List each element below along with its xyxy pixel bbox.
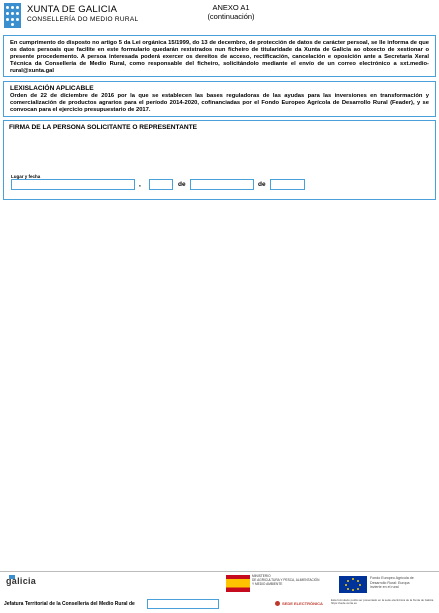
de-label-1: de <box>178 181 186 188</box>
sede-electronica-label: SEDE ELECTRÓNICA <box>282 601 323 606</box>
ministry-line-3: Y MEDIO AMBIENTE <box>252 581 283 586</box>
xunta-shield-logo <box>4 3 21 28</box>
signature-title: FIRMA DE LA PERSONA SOLICITANTE O REPRESENTANTE <box>9 124 198 131</box>
ministry-logo <box>252 575 334 592</box>
legislation-box <box>3 81 436 117</box>
place-input[interactable] <box>11 179 135 190</box>
footer-divider <box>0 571 439 572</box>
ministry-line-2: DE AGRICULTURA Y PESCA, ALIMENTACIÓN <box>252 577 320 582</box>
jefatura-input[interactable] <box>147 599 219 609</box>
eu-line-1: Fondo Europeo Agrícola de <box>370 576 414 580</box>
eu-line-2: Desarrollo Rural: Europa <box>370 580 410 585</box>
de-label-2: de <box>258 181 266 188</box>
galicia-logo: galicia <box>6 576 37 586</box>
annex-subtitle: (continuación) <box>207 12 255 21</box>
org-subtitle: CONSELLERÍA DO MEDIO RURAL <box>27 16 139 23</box>
eu-fund-text <box>370 576 436 590</box>
day-input[interactable] <box>149 179 173 190</box>
eu-line-3: invierte en el rural <box>370 585 399 590</box>
eu-flag-icon <box>339 576 367 593</box>
legislation-title: LEXISLACIÓN APLICABLE <box>10 85 94 92</box>
jefatura-label: Jefatura Territorial de la Consellería del Medio Rural de <box>4 601 135 607</box>
ministry-line-1: MINISTERIO <box>252 574 271 578</box>
year-input[interactable] <box>270 179 305 190</box>
place-date-label: Lugar y fecha <box>11 174 41 179</box>
spain-coat-of-arms-icon <box>226 575 250 592</box>
privacy-notice-box <box>3 35 436 77</box>
sede-electronica-text: Esta formulario podrá ser presentado en la sede electrónica de la Xunta de Galicia https://sede.xunta.es <box>331 598 434 606</box>
comma-separator: , <box>139 181 141 188</box>
privacy-notice-text: En cumprimento do disposto no artigo 5 da Lei orgánica 15/1999, do 13 de decembro, de protección de datos de carácter persoal, se lle informa de que os datos persoais que facilite en este formulario quedarán rexistrados nun ficheiro de titularidade da Xunta de Galicia ao obxecto de xestionar o presente procedemento. A persoa interesada poderá exercer os dereitos de acceso, rectificación, cancelación e oposición ante a Secretaría Xeral Técnica da Consellería de Medio Rural, como responsable del ficheiro, solicitándolo mediante el envío de un correo electrónico a sxt.medio-rural@xunta.gal <box>10 40 429 74</box>
annex-heading <box>186 3 276 21</box>
legislation-text: Orden de 22 de diciembre de 2016 por la que se establecen las bases reguladoras de las ayudas para las inversiones en transformación y comercialización de productos agrarios para el período 2014-2020, cofinanciadas por el Fondo Europeo Agrícola de Desarrollo Rural (Feader), y se convocan para el ejercicio presupuestario de 2017. <box>10 93 429 113</box>
month-input[interactable] <box>190 179 254 190</box>
annex-title: ANEXO A1 <box>212 3 250 12</box>
org-title: XUNTA DE GALICIA <box>27 4 118 15</box>
sede-electronica-icon <box>275 601 280 606</box>
